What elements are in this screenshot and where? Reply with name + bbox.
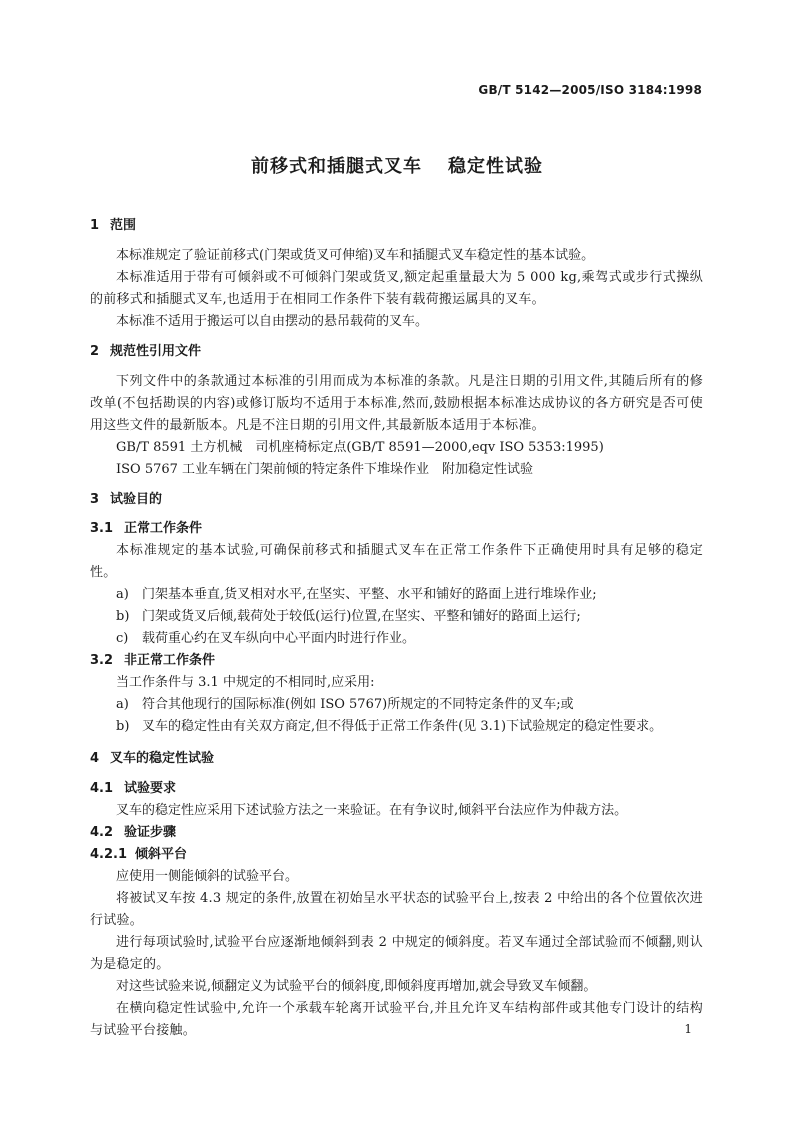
heading-4-2-1: 4.2.1 倾斜平台 xyxy=(90,847,188,862)
heading-4: 4 叉车的稳定性试验 xyxy=(90,751,215,766)
title-left: 前移式和插腿式叉车 xyxy=(251,156,422,177)
sec2-paragraph-1: 下列文件中的条款通过本标准的引用而成为本标准的条款。凡是注日期的引用文件,其随后所有的修改单(不包括勘误的内容)或修订版均不适用于本标准,然而,鼓励根据本标准达成协议的各方研究是否可使用这些文件的最新版本。凡是不注日期的引用文件,其最新版本适用于本标准。 xyxy=(90,374,703,433)
page-title xyxy=(0,152,794,178)
sec1-paragraph-2: 本标准适用于带有可倾斜或不可倾斜门架或货叉,额定起重量最大为 5 000 kg,乘驾式或步行式操纵的前移式和插腿式叉车,也适用于在相同工作条件下装有载荷搬运属具的叉车。 xyxy=(90,270,703,307)
heading-1: 1 范围 xyxy=(90,218,137,233)
list-item: c) 载荷重心约在叉车纵向中心平面内时进行作业。 xyxy=(116,631,416,646)
sec1-paragraph-1: 本标准规定了验证前移式(门架或货叉可伸缩)叉车和插腿式叉车稳定性的基本试验。 xyxy=(116,248,595,263)
reference-1: GB/T 8591 土方机械 司机座椅标定点(GB/T 8591—2000,eqv ISO 5353:1995) xyxy=(116,440,604,455)
sec1-paragraph-3: 本标准不适用于搬运可以自由摆动的悬吊载荷的叉车。 xyxy=(116,314,429,329)
list-item: a) 符合其他现行的国际标准(例如 ISO 5767)所规定的不同特定条件的叉车;或 xyxy=(116,697,574,712)
standard-code: GB/T 5142—2005/ISO 3184:1998 xyxy=(478,83,702,97)
heading-3: 3 试验目的 xyxy=(90,492,163,507)
list-item: a) 门架基本垂直,货叉相对水平,在坚实、平整、水平和铺好的路面上进行堆垛作业; xyxy=(116,587,597,602)
sec3-1-paragraph: 本标准规定的基本试验,可确保前移式和插腿式叉车在正常工作条件下正确使用时具有足够的稳定性。 xyxy=(90,543,703,580)
heading-4-1: 4.1 试验要求 xyxy=(90,781,177,796)
heading-4-2: 4.2 验证步骤 xyxy=(90,825,177,840)
reference-2: ISO 5767 工业车辆在门架前倾的特定条件下堆垛作业 附加稳定性试验 xyxy=(116,462,534,477)
page-number: 1 xyxy=(684,1022,692,1036)
sec4-2-1-paragraph-5: 在横向稳定性试验中,允许一个承载车轮离开试验平台,并且允许叉车结构部件或其他专门设计的结构与试验平台接触。 xyxy=(90,1001,703,1038)
sec4-2-1-paragraph-3: 进行每项试验时,试验平台应逐渐地倾斜到表 2 中规定的倾斜度。若叉车通过全部试验而不倾翻,则认为是稳定的。 xyxy=(90,935,703,972)
list-item: b) 门架或货叉后倾,载荷处于较低(运行)位置,在坚实、平整和铺好的路面上运行; xyxy=(116,609,581,624)
sec4-1-paragraph: 叉车的稳定性应采用下述试验方法之一来验证。在有争议时,倾斜平台法应作为仲裁方法。 xyxy=(116,803,628,818)
heading-3-1: 3.1 正常工作条件 xyxy=(90,521,203,536)
heading-2: 2 规范性引用文件 xyxy=(90,344,202,359)
heading-3-2: 3.2 非正常工作条件 xyxy=(90,653,216,668)
sec3-2-paragraph: 当工作条件与 3.1 中规定的不相同时,应采用: xyxy=(116,675,375,690)
title-right: 稳定性试验 xyxy=(448,156,543,177)
list-item: b) 叉车的稳定性由有关双方商定,但不得低于正常工作条件(见 3.1)下试验规定的稳定性要求。 xyxy=(116,719,663,734)
sec4-2-1-paragraph-1: 应使用一侧能倾斜的试验平台。 xyxy=(116,869,299,884)
sec4-2-1-paragraph-2: 将被试叉车按 4.3 规定的条件,放置在初始呈水平状态的试验平台上,按表 2 中给出的各个位置依次进行试验。 xyxy=(90,891,703,928)
sec4-2-1-paragraph-4: 对这些试验来说,倾翻定义为试验平台的倾斜度,即倾斜度再增加,就会导致叉车倾翻。 xyxy=(116,979,597,994)
